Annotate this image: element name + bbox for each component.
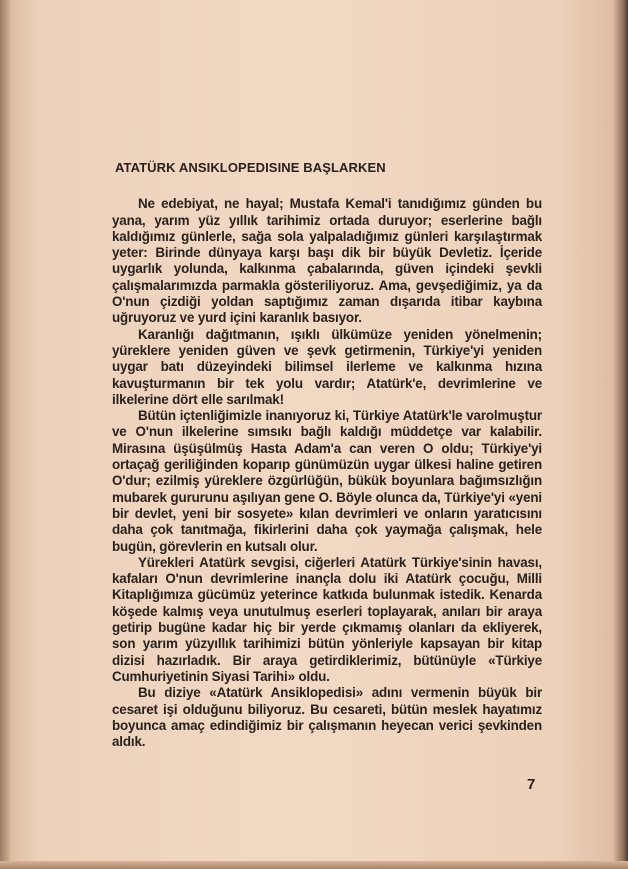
page-right-edge [614,0,628,869]
paragraph-1: Ne edebiyat, ne hayal; Mustafa Kemal'i tanıdığımız günden bu yana, yarım yüz yıllık tarihimiz ortada duruyor; eserlerine bağlı kaldığımız günlerle, sağa sola yalpaladığımız günleri karşılaştırmak yeter: Birinde dünyaya karşı başı dik bir büyük Devletiz. İçeride uygarlık yolunda, kalkınma çabalarında, güven içindeki şevkli çalışmalarımızda parmakla gösteriliyoruz. Ama, gevşediğimiz, ya da O'nun çizdiği yoldan saptığımız zaman dışarıda itibar kaybına uğruyoruz ve yurd içini karanlık basıyor. [112,196,542,326]
chapter-heading: ATATÜRK ANSIKLOPEDISINE BAŞLARKEN [115,160,386,175]
page-number: 7 [527,776,536,793]
page-left-edge [0,0,10,869]
paragraph-5: Bu diziye «Atatürk Ansiklopedisi» adını vermenin büyük bir cesaret işi olduğunu biliyoruz. Bu cesareti, bütün meslek hayatımız boyunca amaç edindiğimiz bir çalışmanın heyecan verici şevkinden aldık. [112,685,542,750]
page-text [112,160,542,750]
page-bottom-edge [0,861,628,869]
paragraph-2: Karanlığı dağıtmanın, ışıklı ülkümüze yeniden yönelmenin; yüreklere yeniden güven ve şevk getirmenin, Türkiye'yi yeniden uygar batı düzeyindeki bilimsel ilerleme ve kalkınma hızına kavuşturmanın bir tek yolu vardır; Atatürk'e, devrimlerine ve ilkelerine dört elle sarılmak! [112,326,542,407]
paragraph-3: Bütün içtenliğimizle inanıyoruz ki, Türkiye Atatürk'le varolmuştur ve O'nun ilkelerine sımsıkı bağlı kaldığı müddetçe var kalabilir. Mirasına üşüşülmüş Hasta Adam'a can veren O oldu; Türkiye'yi ortaçağ geriliğinden koparıp günümüzün uygar ülkesi haline getiren O'dur; ezilmiş yüreklere özgürlüğün, bükük boyunlara bağımsızlığın mubarek gururunu aşılıyan gene O. Böyle olunca da, Türkiye'yi «yeni bir devlet, yeni bir sosyete» kılan devrimleri ve onların yaratıcısını daha çok tanıtmağa, fikirlerini daha çok yaymağa çalışmak, hele bugün, görevlerin en kutsalı olur. [112,408,542,554]
paragraph-4: Yürekleri Atatürk sevgisi, ciğerleri Atatürk Türkiye'sinin havası, kafaları O'nun devrimlerine inançla dolu iki Atatürk çocuğu, Milli Kitaplığımıza gücümüz yeterince katkıda bulunmak istedik. Kenarda köşede kalmış veya unutulmuş eserleri toplayarak, anıları bir araya getirip bugüne kadar hiç bir yerde çıkmamış olanları da ekliyerek, son yarım yüzyıllık tarihimizi bütün yönleriyle kapsayan bir kitap dizisi hazırladık. Bir araya getirdiklerimiz, bütünüyle «Türkiye Cumhuriyetinin Siyasi Tarihi» oldu. [112,554,542,684]
